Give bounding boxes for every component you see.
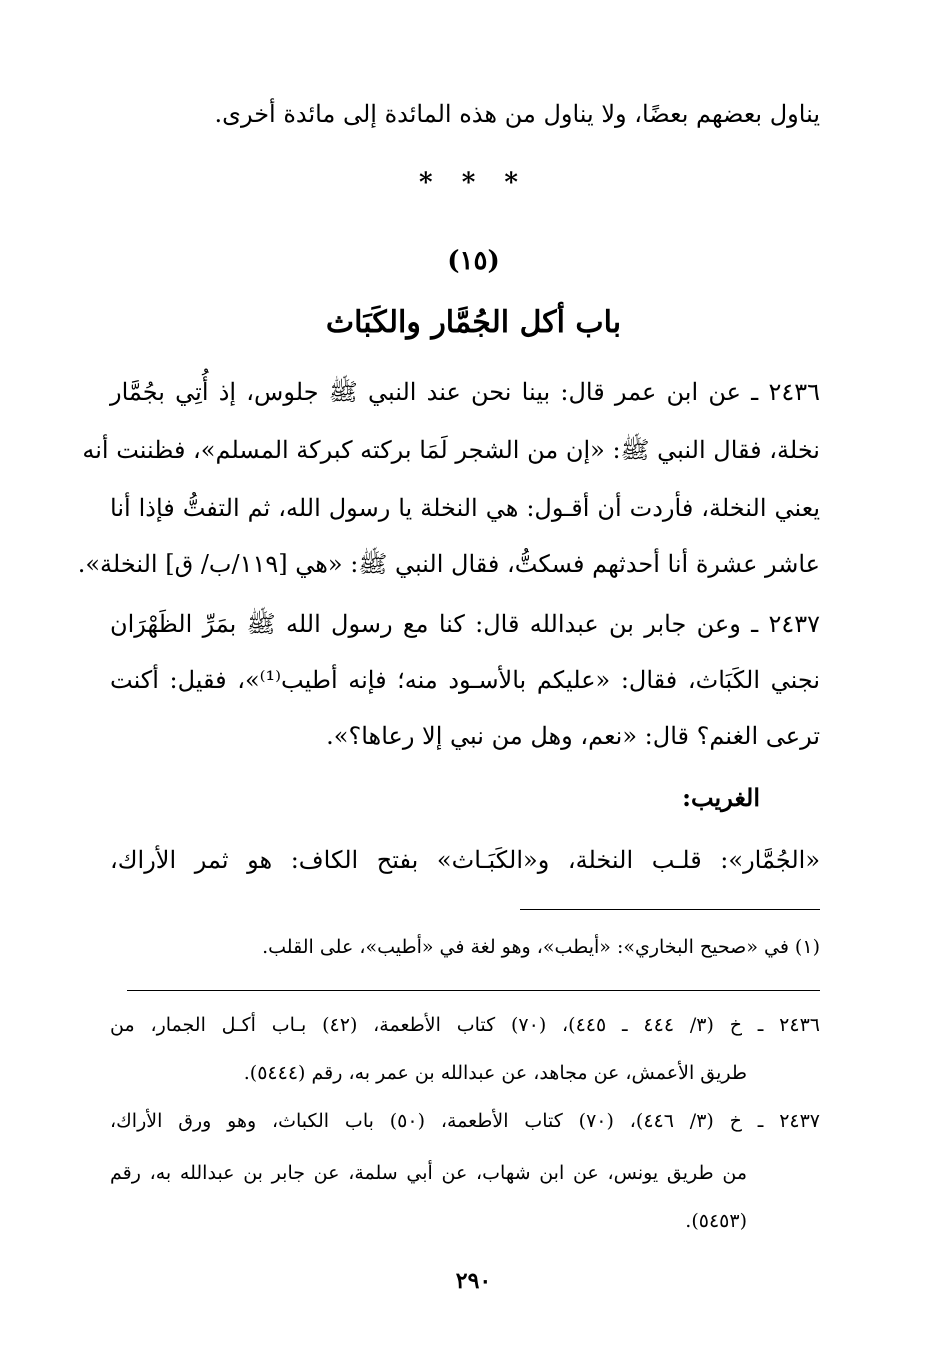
continued-text-line: يناول بعضهم بعضًا، ولا يناول من هذه المائدة إلى مائدة أخرى. <box>214 100 820 128</box>
section-separator: * * * <box>419 168 528 198</box>
gharib-heading: الغريب: <box>682 783 760 812</box>
hadith-2437-line-2: نجني الكَبَاث، فقال: «عليكم بالأسـود منه؛ فإنه أطيب⁽¹⁾»، فقيل: أكنت <box>110 666 820 694</box>
hadith-2436-line-4: عاشر عشرة أنا أحدثهم فسكتُّ، فقال النبي ﷺ: «هي [١١٩/ب/ ق] النخلة». <box>77 550 820 578</box>
hadith-2437-line-1: ٢٤٣٧ ـ وعن جابر بن عبدالله قال: كنا مع رسول الله ﷺ بمَرِّ الظَهْرَان <box>110 610 820 638</box>
reference-2437-line-2: من طريق يونس، عن ابن شهاب، عن أبي سلمة، عن جابر بن عبدالله به، رقم <box>110 1162 747 1184</box>
reference-2436-line-2: طريق الأعمش، عن مجاهد، عن عبدالله بن عمر به، رقم (٥٤٤٤). <box>243 1062 747 1084</box>
reference-2437-line-3: (٥٤٥٣). <box>685 1210 747 1232</box>
footnote: (١) في «صحيح البخاري»: «أيطب»، وهو لغة في «أطيب»، على القلب. <box>262 936 820 958</box>
page-number: ٢٩٠ <box>455 1268 492 1294</box>
footnote-divider <box>520 909 820 910</box>
hadith-2436-line-2: نخلة، فقال النبي ﷺ: «إن من الشجر لَمَا بركته كبركة المسلم»، فظننت أنه <box>82 436 820 464</box>
hadith-2436-line-3: يعني النخلة، فأردت أن أقـول: هي النخلة يا رسول الله، ثم التفتُّ فإذا أنا <box>110 494 820 522</box>
chapter-number: (١٥) <box>447 246 500 276</box>
chapter-title: باب أكل الجُمَّار والكَبَاث <box>325 305 622 340</box>
reference-2437-line-1: ٢٤٣٧ ـ خ (٣/ ٤٤٦)، (٧٠) كتاب الأطعمة، (٥٠) باب الكباث، وهو ورق الأراك، <box>110 1110 821 1132</box>
hadith-2437-line-3: ترعى الغنم؟ قال: «نعم، وهل من نبي إلا رعاها؟». <box>326 722 820 750</box>
hadith-2436-line-1: ٢٤٣٦ ـ عن ابن عمر قال: بينا نحن عند النبي ﷺ جلوس، إذ أُتِي بجُمَّار <box>110 378 820 406</box>
references-divider <box>127 990 820 991</box>
reference-2436-line-1: ٢٤٣٦ ـ خ (٣/ ٤٤٤ ـ ٤٤٥)، (٧٠) كتاب الأطعمة، (٤٢) بـاب أكـل الجمار، من <box>110 1014 820 1036</box>
gharib-line: «الجُمَّار»: قلـب النخلة، و«الكَبَـاث» بفتح الكاف: هو ثمر الأراك، <box>110 846 820 874</box>
